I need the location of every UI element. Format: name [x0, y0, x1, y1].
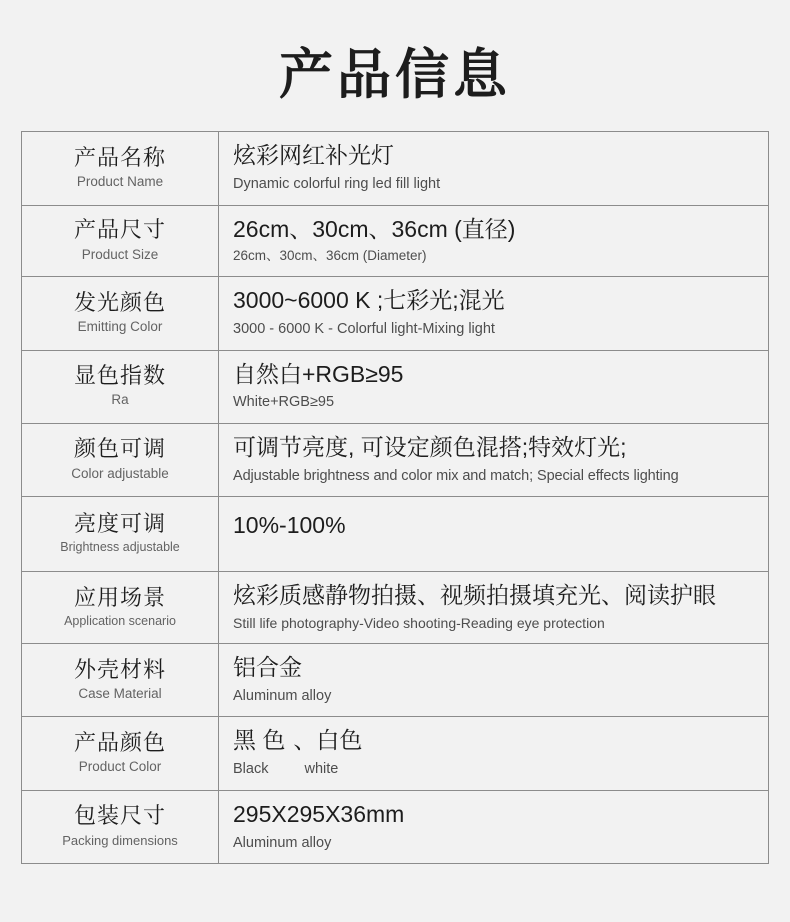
table-row — [22, 644, 769, 717]
label-en: Case Material — [78, 686, 162, 702]
row-label-application-scenario — [22, 571, 219, 643]
row-value-ra — [219, 350, 769, 423]
value-cn-group — [233, 726, 762, 756]
table-row — [22, 790, 769, 863]
value-en: 3000 - 6000 K - Colorful light-Mixing light — [233, 321, 495, 338]
value-cn: 自然白+RGB≥95 — [233, 360, 404, 387]
label-cn: 包装尺寸 — [73, 803, 166, 829]
row-value-product-size — [219, 205, 769, 277]
row-label-color-adjustable — [22, 423, 219, 496]
value-en: 26cm、30cm、36cm (Diameter) — [233, 248, 427, 264]
table-row — [22, 423, 769, 496]
row-label-packing-dimensions — [22, 790, 219, 863]
row-value-brightness-adjustable — [219, 496, 769, 571]
value-cn: 炫彩质感静物拍摄、视频拍摄填充光、阅读护眼 — [233, 581, 716, 608]
row-value-color-adjustable — [219, 423, 769, 496]
row-label-product-name — [22, 132, 219, 205]
table-row — [22, 132, 769, 205]
label-en: Product Name — [76, 174, 164, 190]
value-en: Dynamic colorful ring led fill light — [233, 176, 441, 193]
row-value-case-material — [219, 644, 769, 717]
value-en-black: Black — [233, 761, 269, 778]
row-label-brightness-adjustable — [22, 496, 219, 571]
label-en: Emitting Color — [77, 319, 163, 335]
value-en: Adjustable brightness and color mix and match; Special effects lighting — [233, 467, 679, 484]
label-en: Packing dimensions — [62, 832, 178, 848]
value-en: Still life photography-Video shooting-Reading eye protection — [233, 614, 605, 631]
label-cn: 颜色可调 — [73, 436, 166, 462]
label-en: Product Color — [78, 759, 162, 775]
label-en: Application scenario — [64, 614, 176, 629]
row-label-product-size — [22, 205, 219, 277]
row-value-emitting-color — [219, 277, 769, 350]
table-row — [22, 205, 769, 277]
label-en: Ra — [111, 392, 129, 408]
table-row — [22, 717, 769, 790]
label-cn: 外壳材料 — [73, 656, 166, 682]
table-row — [22, 496, 769, 571]
row-value-packing-dimensions — [219, 790, 769, 863]
row-value-product-color — [219, 717, 769, 790]
label-en: Brightness adjustable — [60, 540, 180, 555]
value-en: Aluminum alloy — [233, 834, 332, 851]
value-en: Aluminum alloy — [233, 688, 332, 705]
row-label-emitting-color — [22, 277, 219, 350]
value-en-group — [233, 759, 762, 779]
page-title: 产品信息 — [279, 45, 511, 105]
value-cn: 炫彩网红补光灯 — [233, 142, 394, 169]
specification-table — [21, 131, 769, 863]
row-label-ra — [22, 350, 219, 423]
row-label-case-material — [22, 644, 219, 717]
value-cn: 可调节亮度, 可设定颜色混搭;特效灯光; — [233, 433, 627, 460]
table-row — [22, 350, 769, 423]
value-cn-black: 黑 色 — [233, 727, 286, 754]
label-cn: 产品尺寸 — [73, 217, 166, 243]
row-label-product-color — [22, 717, 219, 790]
value-cn: 295X295X36mm — [233, 800, 405, 827]
value-cn: 3000~6000 K ;七彩光;混光 — [233, 287, 505, 314]
value-cn: 铝合金 — [233, 654, 302, 681]
value-cn: 10%-100% — [233, 511, 346, 538]
label-cn: 产品颜色 — [73, 729, 166, 755]
row-value-product-name — [219, 132, 769, 205]
label-cn: 显色指数 — [73, 362, 166, 388]
value-cn-white: 、白色 — [293, 727, 363, 754]
value-en-white: white — [304, 761, 339, 778]
table-row — [22, 571, 769, 643]
table-row — [22, 277, 769, 350]
label-cn: 应用场景 — [73, 584, 166, 610]
label-en: Color adjustable — [71, 465, 169, 481]
label-cn: 亮度可调 — [73, 510, 166, 536]
label-en: Product Size — [81, 246, 159, 262]
label-cn: 产品名称 — [73, 144, 166, 170]
row-value-application-scenario — [219, 571, 769, 643]
value-en: White+RGB≥95 — [233, 394, 335, 411]
label-cn: 发光颜色 — [73, 289, 166, 315]
value-cn: 26cm、30cm、36cm (直径) — [233, 215, 516, 242]
